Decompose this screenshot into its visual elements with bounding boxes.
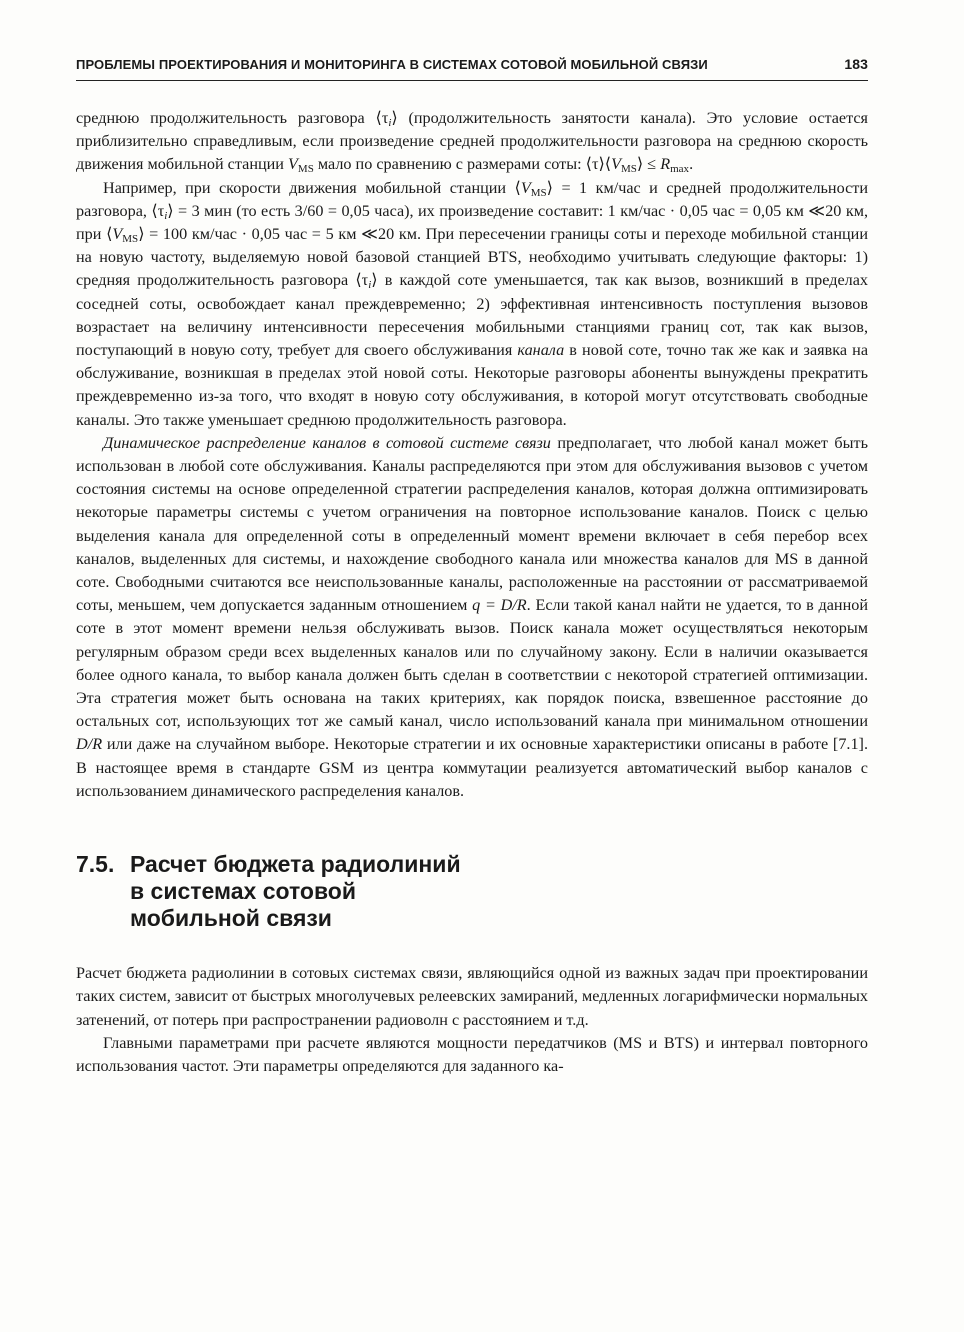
- running-header-title: ПРОБЛЕМЫ ПРОЕКТИРОВАНИЯ И МОНИТОРИНГА В СИСТЕМАХ СОТОВОЙ МОБИЛЬНОЙ СВЯЗИ: [76, 57, 708, 72]
- paragraph-2: Например, при скорости движения мобильной станции $⟨V_{MS}⟩ = 1$ км/час и средней продолжительности разговора, $⟨\tau_i⟩ = 3$ мин (то есть 3/60 = 0,05 часа), их произведение составит: 1 км/час · 0,05 час = 0,05 км ≪20 км, при $⟨V_{MS}⟩ = 100$ км/час · 0,05 час = 5 км ≪20 км. При пересечении границы соты и переходе мобильной станции на новую частоту, выделяемую новой базовой станцией BTS, необходимо учитывать следующие факторы: 1) средняя продолжительность разговора $⟨\tau_i⟩$ в каждой соте уменьшается, так как вызов, возникший в пределах соседней соты, освобождает канал преждевременно; 2) эффективная интенсивность поступления вызовов возрастает на величину интенсивности пересечения мобильными станциями границ сот, так как вызов, поступающий в новую соту, требует для своего обслуживания канала в новой соте, точно так же как и заявка на обслуживание, возникшая в пределах этой новой соты. Некоторые разговоры абоненты вынуждены прекратить преждевременно из-за того, что входят в новую соту обслуживания, в которой могут отсутствовать свободные каналы. Это также уменьшает среднюю продолжительность разговора.: [76, 178, 869, 429]
- paragraph-3: Динамическое распределение каналов в сотовой системе связи предполагает, что любой канал может быть использован в любой соте обслуживания. Каналы распределяются при этом для обслуживания вызовов с учетом состояния системы на основе определенной стратегии распределения каналов, которая должна оптимизировать некоторые параметры системы с учетом ограничения на повторное использование каналов. Поиск с целью выделения канала для определенной соты в определенный момент времени включает в себя перебор всех каналов, выделенных для системы, и нахождение свободного канала или множества каналов для MS в данной соте. Свободными считаются все неиспользованные каналы, расположенные на расстоянии от рассматриваемой соты, меньшем, чем допускается заданным отношением q = D/R. Если такой канал найти не удается, то в данной соте в этот момент времени нельзя обслуживать вызов. Поиск канала может осуществляться некоторым регулярным образом среди всех выделенных каналов или по случайному закону. Если в наличии оказывается более одного канала, то выбор канала должен быть сделан в соответствии с некоторой стратегией оптимизации. Эта стратегия может быть основана на таких критериях, как порядок поиска, взвешенное расстояние до остальных сот, использующих тот же самый канал, число использований канала при минимальном отношении D/R или даже на случайном выборе. Некоторые стратегии и их основные характеристики описаны в работе [7.1]. В настоящее время в стандарте GSM из центра коммутации реализуется автоматический выбор каналов с использованием динамического распределения каналов.: [76, 433, 869, 800]
- running-header: [76, 56, 868, 81]
- section-title: Расчет бюджета радиолиний в системах сотовой мобильной связи: [130, 851, 461, 932]
- paragraph-4: Расчет бюджета радиолинии в сотовых системах связи, являющийся одной из важных задач при проектировании таких систем, зависит от быстрых многолучевых релеевских замираний, медленных логарифмически нормальных затенений, от потерь при распространении радиоволн с расстоянием и т.д.: [76, 964, 868, 1029]
- paragraph-5: Главными параметрами при расчете являются мощности передатчиков (MS и BTS) и интервал повторного использования частот. Эти параметры определяются для заданного ка-: [76, 1033, 868, 1075]
- section-number: 7.5.: [76, 851, 115, 878]
- page: [76, 56, 868, 1078]
- main-text: [76, 107, 868, 1078]
- section-heading: [76, 851, 868, 932]
- italic-term: Динамическое распределение каналов в сотовой системе связи: [103, 433, 551, 452]
- page-number: 183: [844, 56, 868, 72]
- paragraph-1: среднюю продолжительность разговора $⟨\tau_i⟩$ (продолжительность занятости канала). Это условие остается приблизительно справедливым, если произведение средней продолжительности разговора на среднюю скорость движения мобильной станции $V_{MS}$ мало по сравнению с размерами соты: $⟨\tau⟩⟨V_{MS}⟩ \le R_{max}$.: [76, 109, 868, 176]
